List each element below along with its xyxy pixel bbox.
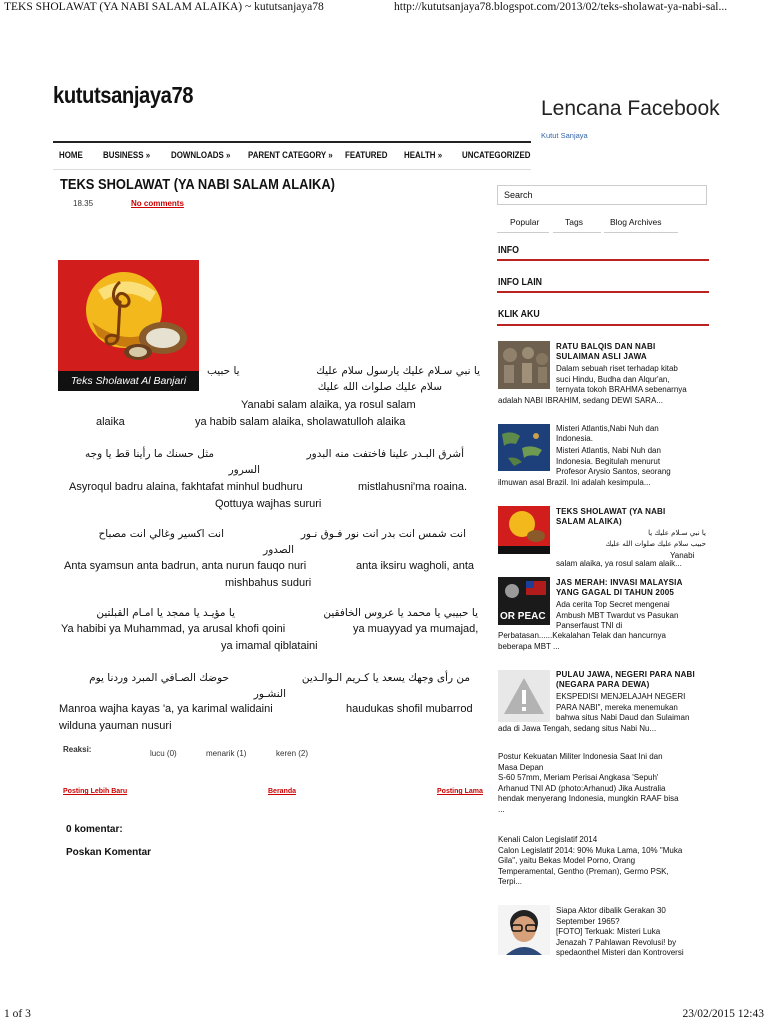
- sidebar-post-title[interactable]: September 1965?: [556, 916, 620, 926]
- sidebar-post-title[interactable]: Misteri Atlantis,Nabi Nuh dan Indonesia.: [556, 424, 659, 443]
- print-page-title: TEKS SHOLAWAT (YA NABI SALAM ALAIKA) ~ kututsanjaya78: [4, 1, 324, 13]
- sidebar-text-post[interactable]: Kenali Calon Legislatif 2014 Calon Legislatif 2014: 90% Muka Lama, 10% "Muka Gila", yaitu Bekas Model Porno, Orang Temperamental, Gentho (Preman), Germo PSK, Terpi...: [498, 835, 710, 888]
- sidebar-post-title[interactable]: Masa Depan: [498, 762, 544, 772]
- sidebar-heading-info: INFO: [498, 245, 520, 256]
- newer-post-link[interactable]: Posting Lebih Baru: [63, 788, 128, 795]
- search-input[interactable]: Search: [497, 185, 707, 205]
- lyric-arabic: يا مؤيـد يا ممجد يا امـام القبلتين: [96, 607, 235, 619]
- nav-item-business[interactable]: BUSINESS »: [103, 150, 151, 160]
- nav-item-uncategorized[interactable]: UNCATEGORIZED: [462, 150, 531, 160]
- post-thumbnail[interactable]: [498, 670, 550, 722]
- lyric-arabic: من رأى وجهك يسعد يا كـريم الـوالـدين: [301, 672, 470, 684]
- lyric-latin: ya imamal qiblataini: [221, 640, 318, 652]
- blog-title[interactable]: kututsanjaya78: [53, 82, 194, 108]
- lyric-arabic: السرور: [228, 464, 260, 476]
- main-nav: [53, 141, 531, 170]
- sidebar-post-title[interactable]: Postur Kekuatan Militer Indonesia Saat Ini dan: [498, 752, 663, 761]
- sidebar-post-title[interactable]: RATU BALQIS DAN NABI SULAIMAN ASLI JAWA: [556, 342, 656, 361]
- stone-relief-image: [498, 341, 550, 389]
- sidebar-post-snippet: ilmuwan asal Brazil. Ini adalah kesimpula...: [498, 478, 651, 487]
- post-thumbnail[interactable]: [498, 424, 550, 471]
- post-thumbnail[interactable]: [498, 341, 550, 389]
- print-header: [0, 0, 768, 18]
- post-thumbnail[interactable]: [498, 506, 550, 554]
- lyric-latin: ya habib salam alaika, sholawatulloh alaika: [195, 416, 406, 428]
- lyric-arabic: يا نبي سـلام عليك يارسول سلام عليك: [316, 365, 480, 377]
- nav-item-parent-category[interactable]: PARENT CATEGORY »: [248, 150, 333, 160]
- facebook-badge-title: Lencana Facebook: [541, 97, 720, 120]
- sidebar-divider: [497, 259, 709, 261]
- tab-popular[interactable]: Popular: [497, 213, 549, 233]
- reactions-label: Reaksi:: [63, 745, 92, 754]
- lyric-arabic: النشـور: [253, 688, 286, 700]
- sidebar-heading-info-lain: INFO LAIN: [498, 277, 542, 288]
- lyric-latin: mishbahus suduri: [225, 577, 312, 589]
- sidebar-post-snippet: salam alaika, ya rosul salam alaik...: [556, 559, 682, 568]
- print-page-number: 1 of 3: [4, 1008, 31, 1020]
- reaction-keren[interactable]: keren (2): [276, 749, 309, 758]
- reaction-lucu[interactable]: lucu (0): [150, 749, 177, 758]
- lyric-latin: Manroa wajha kayas 'a, ya karimal walidaini: [59, 703, 273, 715]
- nav-item-featured[interactable]: FEATURED: [345, 150, 388, 160]
- sidebar-divider: [497, 324, 709, 326]
- lyric-arabic: الصدور: [263, 544, 294, 556]
- sidebar-post-title[interactable]: PULAU JAWA, NEGERI PARA NABI (NEGARA PARA DEWA): [556, 670, 695, 689]
- lyric-latin: ya muayyad ya mumajad,: [353, 623, 479, 635]
- sidebar-post-snippet: EKSPEDISI MENJELAJAH NEGERI PARA NABI", mereka menemukan bahwa situs Nabi Daud dan Sulaiman: [556, 692, 690, 722]
- sidebar-post-snippet: ada di Jawa Tengah, sedang situs Nabi Nu...: [498, 724, 657, 733]
- lyric-arabic: سلام عليك صلوات الله عليك: [317, 381, 442, 393]
- tab-blog-archives[interactable]: Blog Archives: [604, 213, 678, 233]
- sidebar-post-title[interactable]: JAS MERAH: INVASI MALAYSIA YANG GAGAL DI TAHUN 2005: [556, 578, 683, 597]
- lyric-arabic: يا حبيب: [207, 365, 240, 377]
- sidebar-post-snippet: Ada cerita Top Secret mengenai Ambush MBT Twardut vs Pasukan Panserfaust TNI di: [556, 600, 679, 630]
- post-comments-link[interactable]: No comments: [131, 199, 184, 208]
- lyric-latin: anta iksiru wagholi, anta: [356, 560, 475, 572]
- lyric-latin: Yanabi salam alaika, ya rosul salam: [241, 399, 416, 411]
- nav-item-downloads[interactable]: DOWNLOADS »: [171, 150, 231, 160]
- svg-text:OR PEAC: OR PEAC: [500, 611, 546, 622]
- war-or-peace-image: [498, 577, 550, 625]
- lyric-latin: Anta syamsun anta badrun, anta nurun fauqo nuri: [64, 560, 307, 572]
- lyric-latin: mistlahusni'ma roaina.: [358, 481, 468, 493]
- comment-count: 0 komentar:: [66, 824, 123, 835]
- print-url: http://kututsanjaya78.blogspot.com/2013/02/teks-sholawat-ya-nabi-sal...: [394, 1, 728, 13]
- post-thumbnail[interactable]: [498, 577, 550, 625]
- lyric-arabic: انت اكسير وغالي انت مصباح: [98, 528, 224, 540]
- lyric-latin: Asyroqul badru alaina, fakhtafat minhul budhuru: [69, 481, 303, 493]
- warning-icon: [498, 670, 550, 722]
- tab-tags[interactable]: Tags: [553, 213, 601, 233]
- sidebar-post-title[interactable]: Siapa Aktor dibalik Gerakan 30: [556, 906, 666, 915]
- lyric-arabic: يا حبيبي يا محمد يا عروس الخافقين: [323, 607, 478, 619]
- lyric-arabic: مثل حسنك ما رأينا قط يا وجه: [84, 448, 214, 460]
- nav-item-health[interactable]: HEALTH »: [404, 150, 443, 160]
- older-post-link[interactable]: Posting Lama: [437, 788, 483, 795]
- home-link[interactable]: Beranda: [268, 788, 297, 795]
- print-date: 23/02/2015 12:43: [682, 1008, 764, 1020]
- post-cover-image: [58, 260, 199, 391]
- post-cover-label: Teks Sholawat Al Banjari: [58, 371, 199, 391]
- post-thumbnail[interactable]: [498, 905, 550, 955]
- music-note-artwork: [58, 260, 199, 371]
- map-image: [498, 424, 550, 471]
- lyric-arabic: انت شمس انت بدر انت نور فـوق نـور: [300, 528, 466, 540]
- sidebar-heading-klik-aku: KLIK AKU: [498, 309, 540, 320]
- sidebar-post-snippet: يا نبي سـلام عليك يا حبيب سلام عليك صلوات الله عليك: [605, 529, 706, 548]
- sidebar-post-snippet: adalah NABI IBRAHIM, sedang DEWI SARA...: [498, 396, 663, 405]
- facebook-badge-name-link[interactable]: Kutut Sanjaya: [541, 131, 588, 140]
- portrait-image: [498, 905, 550, 955]
- lyric-arabic: حوضك الصـافي المبرد وردنا يوم: [89, 672, 229, 684]
- post-time: 18.35: [73, 199, 94, 208]
- sidebar-post-snippet: Perbatasan......Kekalahan Telak dan hancurnya beberapa MBT ...: [498, 631, 666, 651]
- lyric-latin: haudukas shofil mubarrod: [346, 703, 473, 715]
- sidebar-post-snippet: Misteri Atlantis, Nabi Nuh dan Indonesia. Begitulah menurut Profesor Arysio Santos, seorang: [556, 446, 671, 476]
- lyric-latin: Qottuya wajhas sururi: [215, 498, 322, 510]
- sidebar-post[interactable]: Siapa Aktor dibalik Gerakan 30 September 1965? [FOTO] Terkuak: Misteri Luka Jenazah 7 Pahlawan Revolusi! by spedaonthel Misteri dan Kontroversi: [556, 906, 711, 959]
- reaction-menarik[interactable]: menarik (1): [206, 749, 247, 758]
- sidebar-post-snippet: Yanabi: [670, 551, 695, 560]
- sidebar-post-snippet: Dalam sebuah riset terhadap kitab suci Hindu, Budha dan Alqur'an, ternyata tokoh BRAHMA sebenarnya: [556, 364, 687, 394]
- sidebar-post-title[interactable]: Kenali Calon Legislatif 2014: [498, 835, 598, 844]
- print-footer: [0, 1008, 768, 1024]
- post-title: TEKS SHOLAWAT (YA NABI SALAM ALAIKA): [60, 176, 335, 193]
- lyric-arabic: أشرق البـدر علينا فاختفت منه البدور: [306, 448, 464, 460]
- sidebar-divider: [497, 291, 709, 293]
- lyric-latin: wilduna yauman nusuri: [59, 720, 172, 732]
- lyric-latin: Ya habibi ya Muhammad, ya arusal khofi qoini: [61, 623, 286, 635]
- lyric-latin: alaika: [96, 416, 125, 428]
- sidebar-text-post[interactable]: Postur Kekuatan Militer Indonesia Saat Ini dan Masa Depan S-60 57mm, Meriam Perisai Angkasa 'Sepuh' Arhanud TNI AD (photo:Arhanud) Jika Australia hendak menyerang Indonesia, mungkin RAAF bisa ...: [498, 752, 710, 815]
- sidebar-post-title[interactable]: TEKS SHOLAWAT (YA NABI SALAM ALAIKA): [556, 507, 666, 526]
- nav-item-home[interactable]: HOME: [59, 150, 83, 160]
- post-comment-heading[interactable]: Poskan Komentar: [66, 847, 152, 858]
- music-note-artwork: [498, 506, 550, 554]
